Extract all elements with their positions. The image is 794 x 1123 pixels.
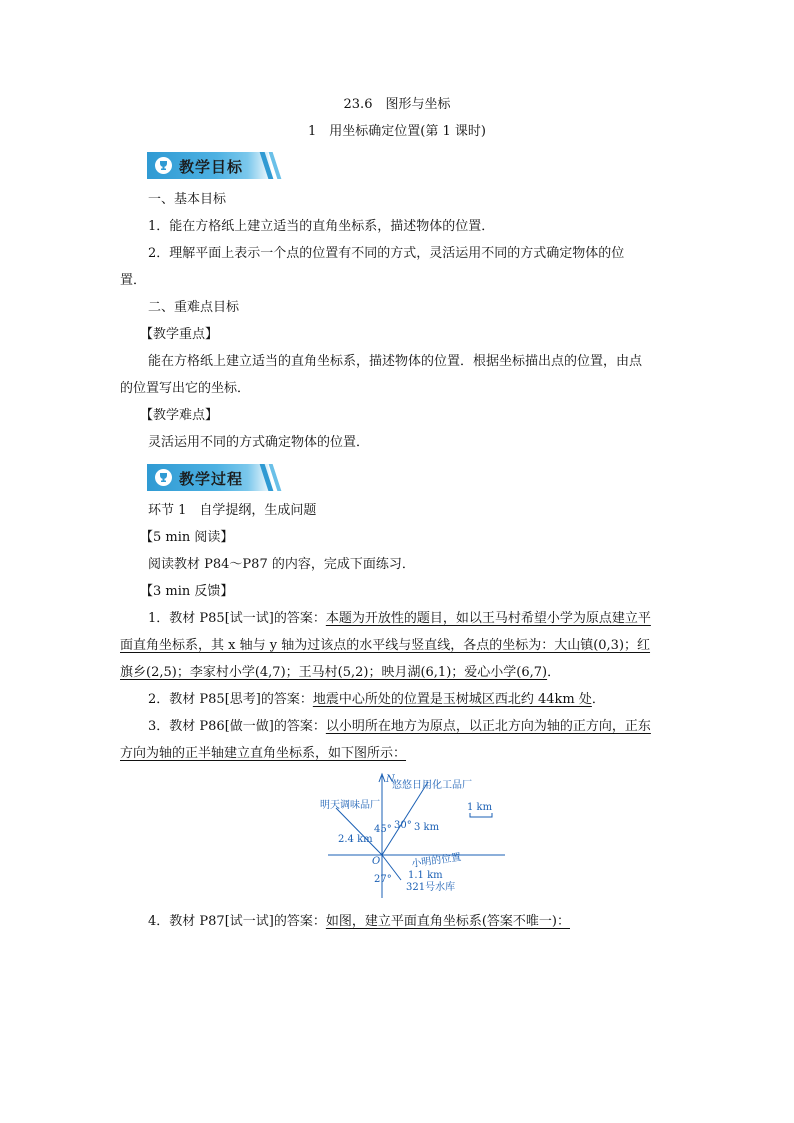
basic-goal-2-line2: 置． <box>120 273 147 288</box>
section-title: 23.6 图形与坐标 <box>343 97 451 112</box>
answer-3-line2 <box>120 745 794 763</box>
answer-3-text-b: 方向为轴的正半轴建立直角坐标系，如下图所示： <box>120 746 407 761</box>
answer-3-line1 <box>148 718 794 736</box>
north-label: N <box>386 774 395 785</box>
basic-goal-1: 1．能在方格纸上建立适当的直角坐标系，描述物体的位置． <box>148 219 495 234</box>
answer-1-text-a: 本题为开放性的题目，如以王马村希望小学为原点建立平 <box>325 611 651 626</box>
answer-2-end: ． <box>591 692 605 707</box>
factory-label: 悠悠日用化工品厂 <box>392 780 472 791</box>
answer-1-line2 <box>120 637 794 655</box>
goals-banner-label: 教学目标 <box>179 158 244 176</box>
read-label: 【5 min 阅读】 <box>140 530 234 545</box>
answer-4-text: 如图，建立平面直角坐标系(答案不唯一)： <box>325 914 570 929</box>
xiaoming-label: 小明的位置 <box>410 852 462 870</box>
factory-ray <box>382 782 428 855</box>
answer-1-line3 <box>120 664 794 682</box>
answer-4-line <box>148 913 794 931</box>
scale-label: 1 km <box>467 802 493 813</box>
answer-3-text-a: 以小明所在地方为原点，以正北方向为轴的正方向，正东 <box>325 719 651 734</box>
lesson-subtitle: 1 用坐标确定位置(第 1 课时) <box>308 124 486 139</box>
feedback-label: 【3 min 反馈】 <box>140 584 234 599</box>
distance-2-4km-label: 2.4 km <box>338 834 373 845</box>
answer-3-prefix: 3．教材 P86[做一做]的答案： <box>148 719 326 734</box>
direction-diagram <box>300 768 510 900</box>
answer-1-line1 <box>148 610 794 628</box>
answer-2-line <box>148 691 794 709</box>
answer-1-text-b: 面直角坐标系，其 x 轴与 y 轴为过该点的水平线与竖直线，各点的坐标为：大山镇(0,3)；红 <box>120 638 651 653</box>
distance-3km-label: 3 km <box>414 822 440 833</box>
difficulty-text: 灵活运用不同的方式确定物体的位置． <box>148 435 370 450</box>
key-point-line2: 的位置写出它的坐标． <box>120 381 251 396</box>
scale-bar <box>470 813 492 817</box>
angle-45-label: 45° <box>374 824 392 835</box>
answer-2-prefix: 2．教材 P85[思考]的答案： <box>148 692 313 707</box>
goals-banner <box>147 152 275 179</box>
answer-1-prefix: 1．教材 P85[试一试]的答案： <box>148 611 326 626</box>
basic-goals-heading: 一、基本目标 <box>148 192 227 207</box>
basic-goal-2-line1: 2．理解平面上表示一个点的位置有不同的方式，灵活运用不同的方式确定物体的位 <box>148 246 625 261</box>
answer-1-end: ． <box>547 665 561 680</box>
origin-label: O <box>372 856 381 867</box>
angle-30-label: 30° <box>394 820 412 831</box>
trophy-icon <box>155 469 172 486</box>
read-text: 阅读教材 P84～P87 的内容，完成下面练习． <box>148 557 415 572</box>
seasoning-label: 明天调味品厂 <box>320 800 380 811</box>
key-point-label: 【教学重点】 <box>140 327 219 342</box>
warehouse-label: 321号水库 <box>406 882 456 893</box>
angle-27-label: 27° <box>374 874 392 885</box>
key-point-line1: 能在方格纸上建立适当的直角坐标系，描述物体的位置．根据坐标描出点的位置，由点 <box>148 354 643 369</box>
answer-1-text-c: 旗乡(2,5)；李家村小学(4,7)；王马村(5,2)；映月湖(6,1)；爱心小学(6,7) <box>120 665 548 680</box>
key-goals-heading: 二、重难点目标 <box>148 300 240 315</box>
difficulty-label: 【教学难点】 <box>140 408 219 423</box>
process-banner <box>147 464 275 491</box>
process-banner-label: 教学过程 <box>179 470 244 488</box>
distance-1-1km-label: 1.1 km <box>408 870 443 881</box>
trophy-icon <box>155 157 172 174</box>
answer-4-prefix: 4．教材 P87[试一试]的答案： <box>148 914 326 929</box>
answer-2-text: 地震中心所处的位置是玉树城区西北约 44km 处 <box>312 692 592 707</box>
step-1-heading: 环节 1 自学提纲，生成问题 <box>148 503 317 518</box>
